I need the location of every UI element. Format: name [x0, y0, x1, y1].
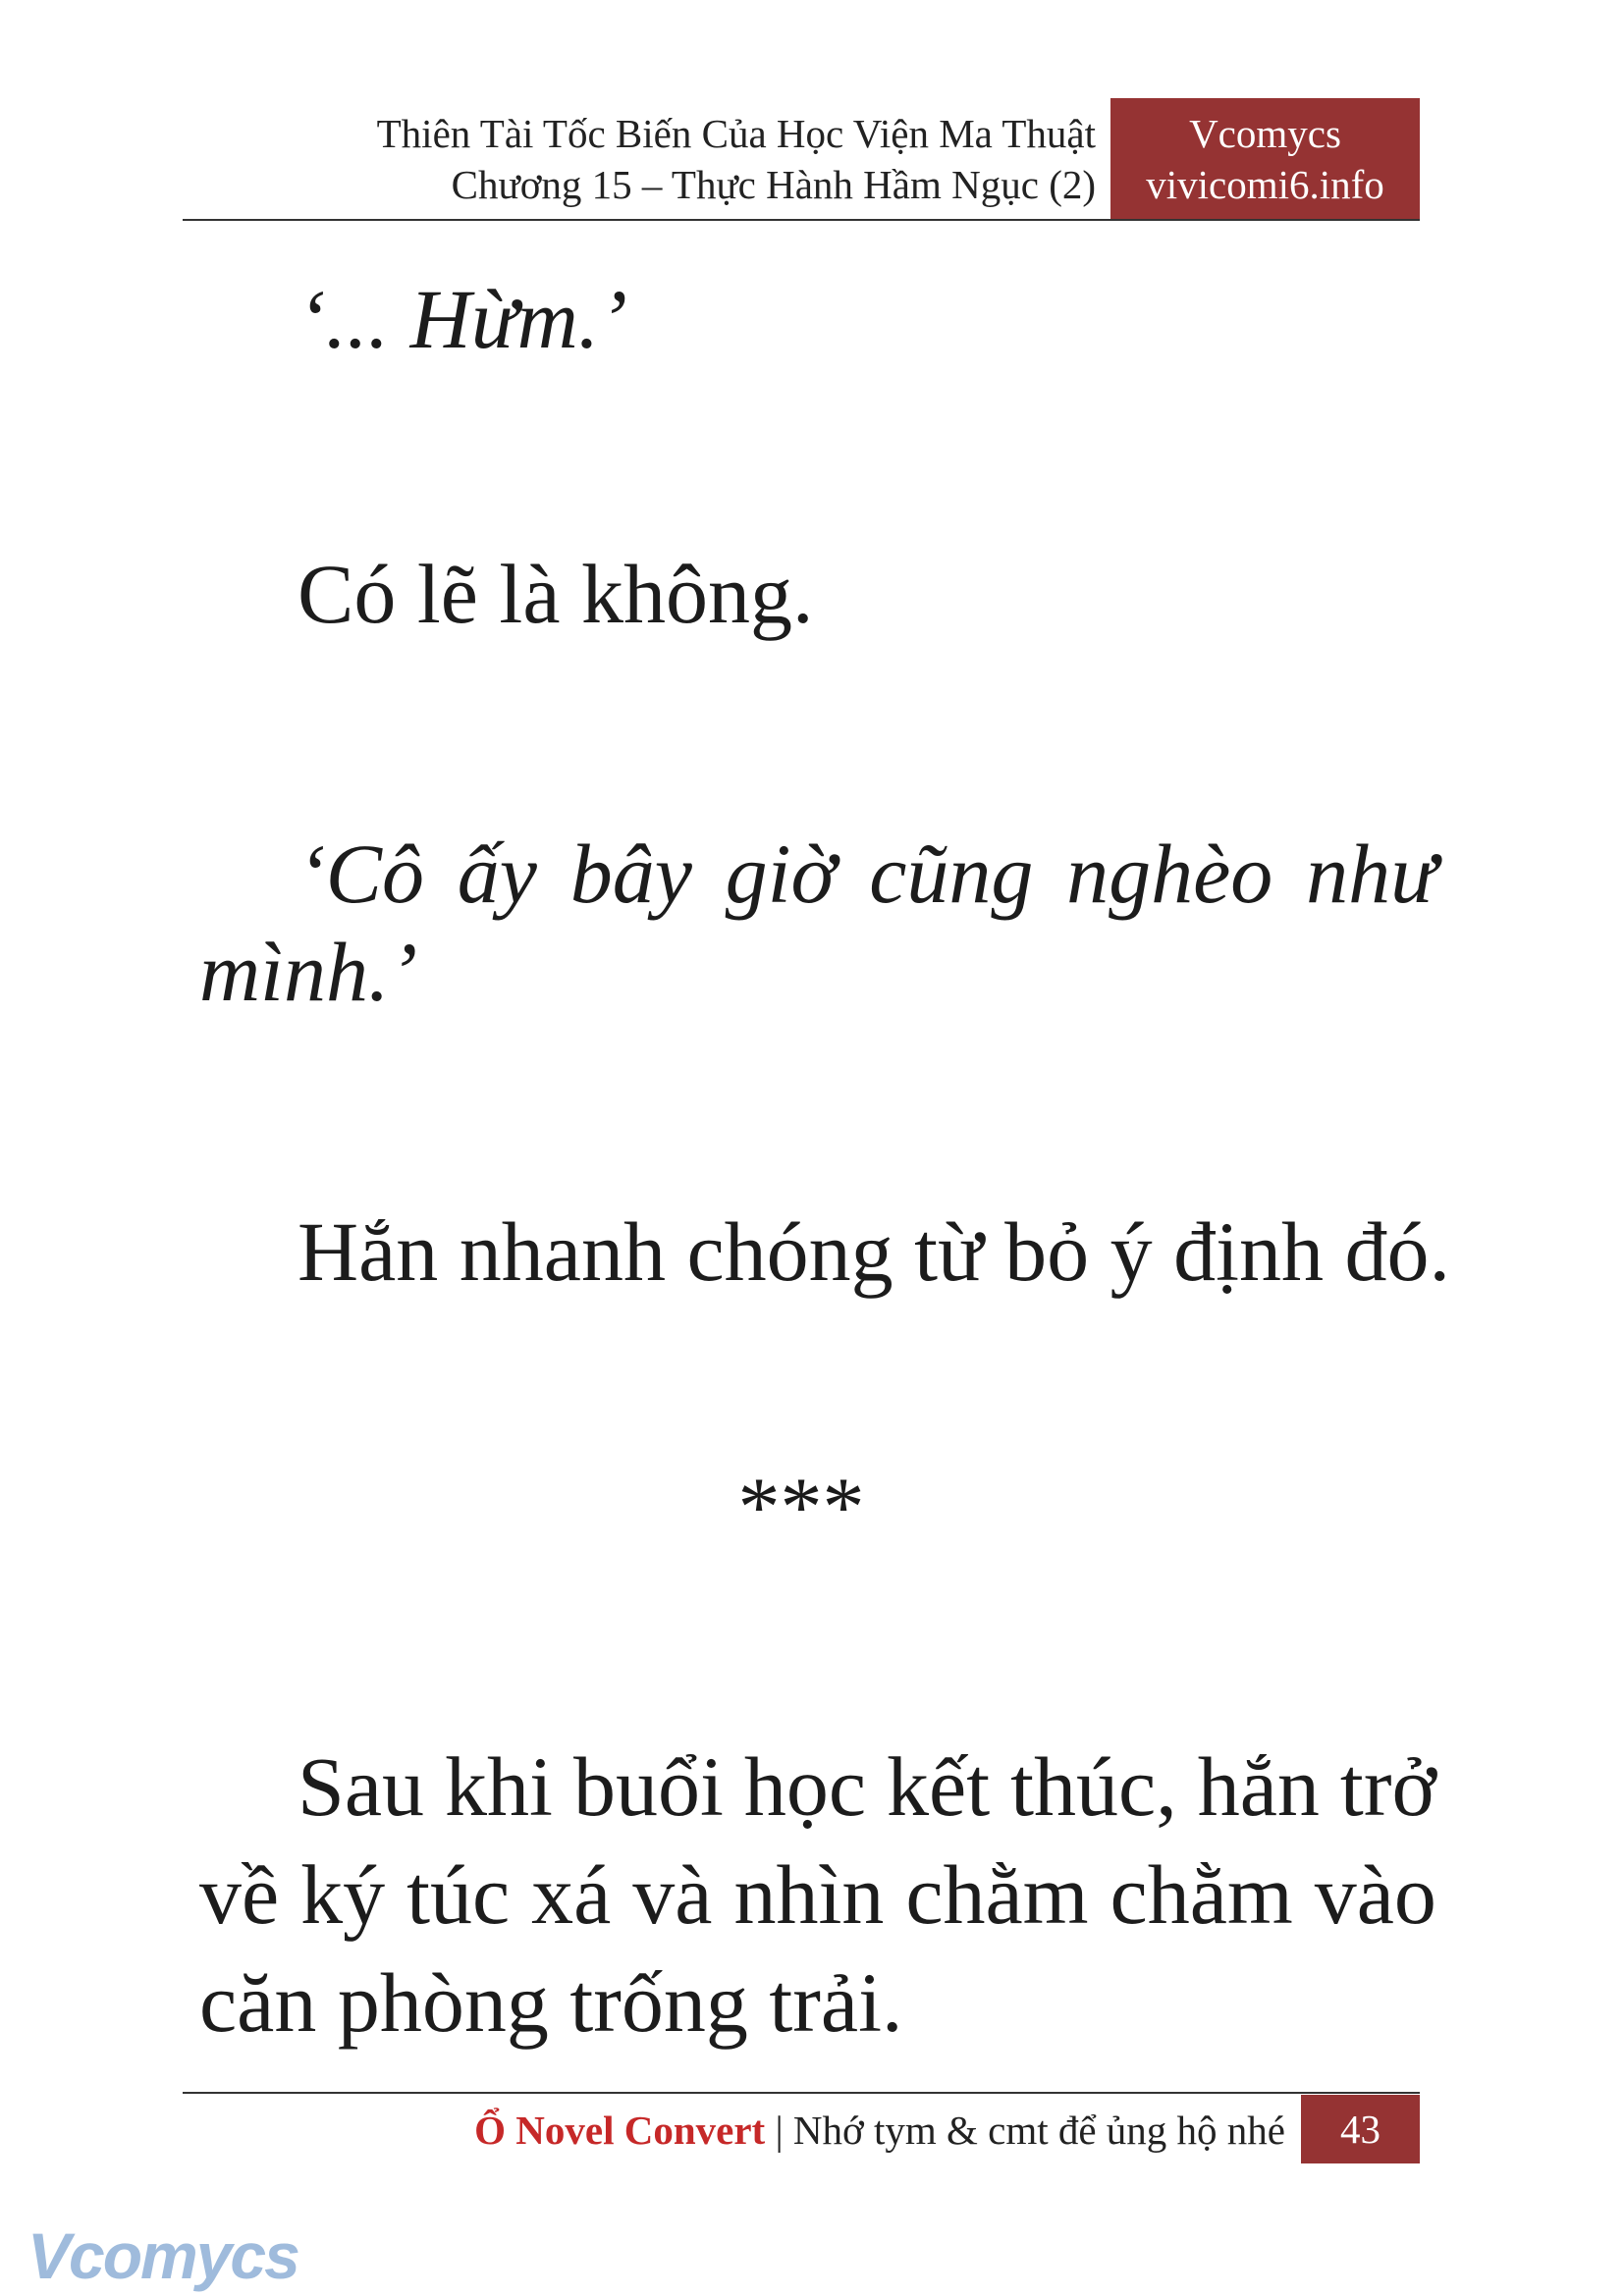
- dorm-word: túc: [406, 1847, 511, 1942]
- chapter-title: Chương 15 – Thực Hành Hầm Ngục (2): [451, 162, 1096, 207]
- paragraph-thought-line-2: mình.’: [199, 925, 418, 1019]
- dorm-word: vào: [1314, 1847, 1436, 1942]
- dorm-word: học: [743, 1739, 867, 1834]
- header-titles: [377, 108, 1096, 210]
- dorm-word: chằm: [905, 1847, 1089, 1942]
- dorm-word: khi: [445, 1739, 553, 1834]
- dorm-word: hắn: [1197, 1739, 1320, 1834]
- book-title: Thiên Tài Tốc Biến Của Học Viện Ma Thuật: [376, 111, 1096, 156]
- paragraph-dorm-line-1: [199, 1733, 1436, 1841]
- dorm-word: ký: [300, 1847, 386, 1942]
- thought-word: ấy: [457, 827, 537, 921]
- dorm-word: nhìn: [733, 1847, 885, 1942]
- thought-word: cũng: [869, 827, 1034, 921]
- paragraph-hum: ‘... Hừm.’: [298, 272, 627, 366]
- thought-word: như: [1306, 827, 1436, 921]
- thought-word: giờ: [725, 827, 837, 921]
- dorm-word: về: [199, 1847, 280, 1942]
- dorm-word: chằm: [1110, 1847, 1293, 1942]
- dorm-word: Sau: [298, 1739, 424, 1834]
- paragraph-co-le: Có lẽ là không.: [298, 547, 814, 641]
- dorm-word: trở: [1339, 1739, 1436, 1834]
- paragraph-dorm: [199, 1733, 1436, 2056]
- footer-brand[interactable]: Ổ Novel Convert: [474, 2108, 766, 2153]
- watermark-logo: Vcomycs: [27, 2219, 298, 2292]
- footer-separator: |: [775, 2108, 784, 2153]
- paragraph-decision: Hắn nhanh chóng từ bỏ ý định đó.: [298, 1204, 1451, 1299]
- thought-word: ‘Cô: [298, 827, 424, 921]
- page-header: [183, 98, 1420, 220]
- footer-message: Nhớ tym & cmt để ủng hộ nhé: [792, 2108, 1285, 2153]
- site-name: Vcomycs: [1189, 111, 1341, 156]
- footer-text: [474, 2101, 1285, 2160]
- dorm-word: và: [632, 1847, 713, 1942]
- footer-divider: [183, 2092, 1420, 2094]
- paragraph-dorm-line-3: căn phòng trống trải.: [199, 1955, 903, 2050]
- paragraph-dorm-line-2: [199, 1841, 1436, 1949]
- section-separator: ***: [737, 1460, 865, 1554]
- site-badge[interactable]: [1110, 98, 1420, 220]
- site-url[interactable]: vivicomi6.info: [1146, 162, 1384, 207]
- dorm-word: kết: [887, 1739, 991, 1834]
- paragraph-thought-line-1: [199, 820, 1436, 928]
- dorm-word: thúc,: [1010, 1739, 1177, 1834]
- header-divider: [183, 219, 1420, 221]
- thought-word: bây: [569, 827, 692, 921]
- thought-word: nghèo: [1066, 827, 1273, 921]
- paragraph-thought: [199, 820, 1436, 1026]
- dorm-word: xá: [531, 1847, 612, 1942]
- dorm-word: buổi: [572, 1739, 724, 1834]
- page-number: 43: [1301, 2095, 1420, 2163]
